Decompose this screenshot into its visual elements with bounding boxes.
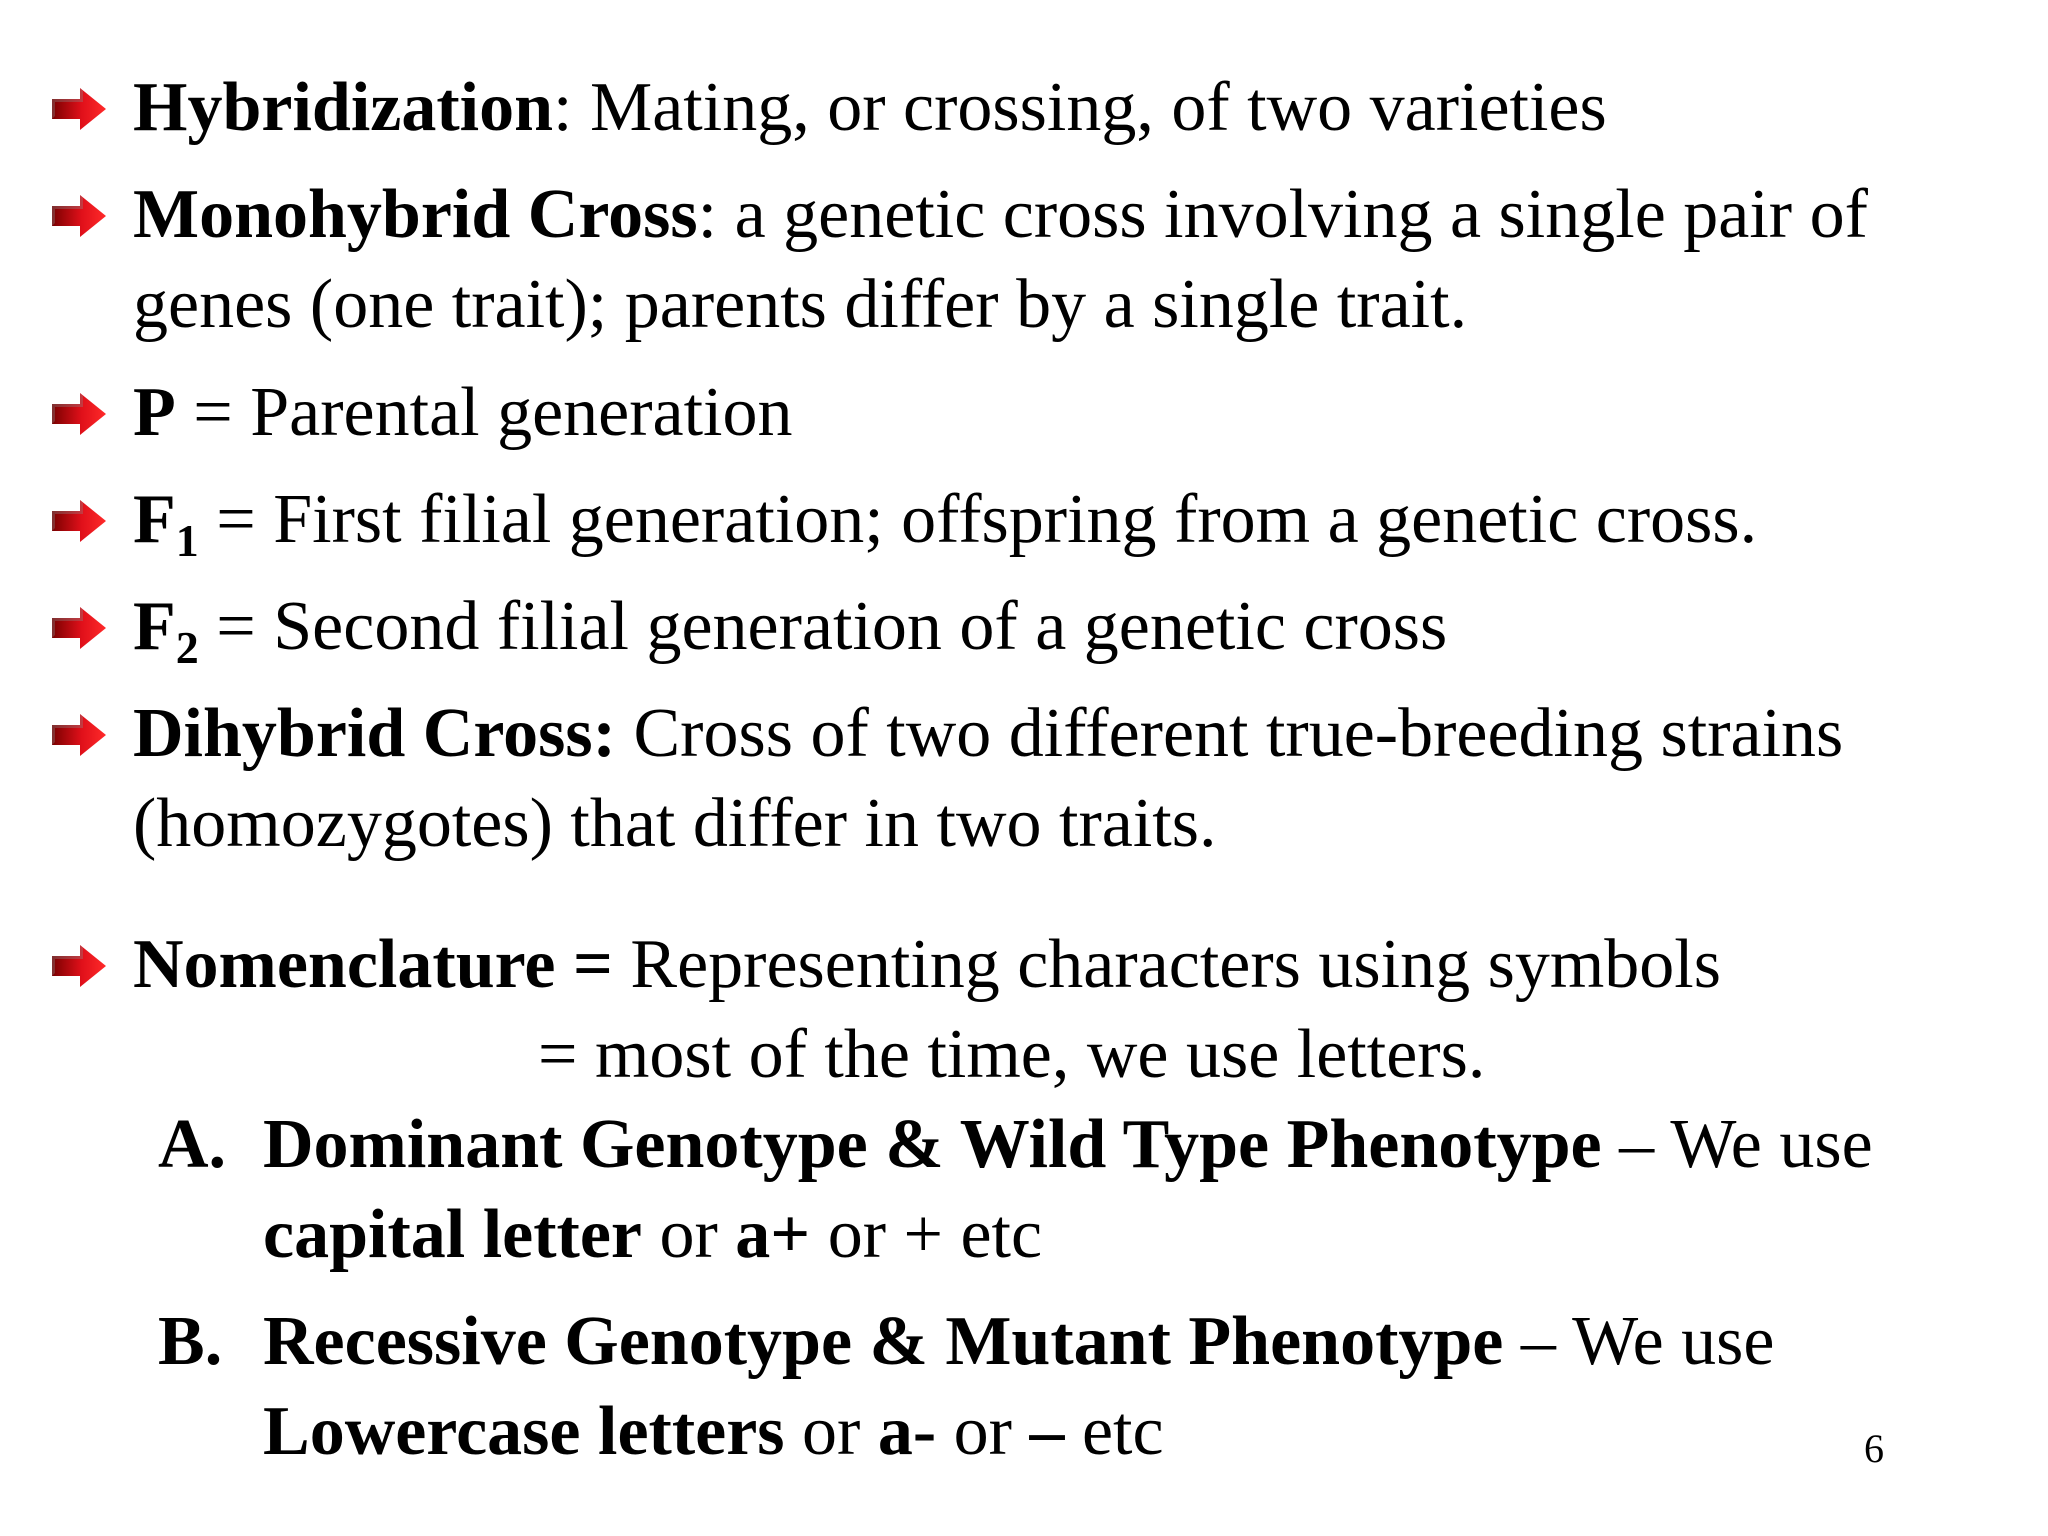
subitem-text-line2 [263,1387,1164,1477]
red-arrow-icon [52,88,106,130]
red-arrow-icon [52,945,106,987]
bullet-text [133,920,1721,1010]
subitem-text-line2 [263,1190,1042,1280]
text-run: or [936,1393,1030,1470]
bullet-text-line2: genes (one trait); parents differ by a single trait. [133,266,1468,343]
definition: : a genetic cross involving a single pair of [697,176,1868,253]
bullet-text [133,368,793,458]
definition: – We use [1601,1106,1873,1183]
bold-phrase: a- [877,1393,937,1470]
red-arrow-icon [52,714,106,756]
subitem-letter: B. [158,1303,223,1380]
bullet-text [133,689,1843,779]
term: Monohybrid Cross [133,176,698,253]
subitem-text [263,1297,1774,1387]
page-number: 6 [1864,1426,1884,1471]
text-run: etc [1064,1393,1164,1470]
definition: = First filial generation; offspring from a genetic cross. [198,481,1758,558]
term: F [133,588,176,665]
definition: : Mating, or crossing, of two varieties [553,69,1607,146]
term: Recessive Genotype & Mutant Phenotype [263,1303,1504,1380]
subitem-letter: A. [158,1106,227,1183]
term: Dominant Genotype & Wild Type Phenotype [263,1106,1602,1183]
subscript: 1 [175,515,199,566]
term: Hybridization [133,69,554,146]
bold-phrase: – [1029,1393,1065,1470]
subscript: 2 [175,622,199,673]
bullet-text [133,582,1447,672]
term: Nomenclature = [133,926,613,1003]
bullet-text [133,63,1607,153]
subitem-text [263,1100,1873,1190]
definition: Representing characters using symbols [612,926,1721,1003]
bullet-text [133,170,1868,260]
text-run: or [784,1393,878,1470]
bullet-text-line2: (homozygotes) that differ in two traits. [133,785,1217,862]
red-arrow-icon [52,500,106,542]
term: Dihybrid Cross: [133,695,616,772]
bold-phrase: a+ [735,1196,811,1273]
term: P [133,374,176,451]
red-arrow-icon [52,195,106,237]
definition: Cross of two different true-breeding strains [615,695,1844,772]
definition: – We use [1503,1303,1775,1380]
bullet-text-line2: = most of the time, we use letters. [538,1016,1486,1093]
red-arrow-icon [52,393,106,435]
definition: = Second filial generation of a genetic cross [198,588,1448,665]
bullet-text [133,475,1757,565]
term: F [133,481,176,558]
red-arrow-icon [52,607,106,649]
text-run: or + etc [810,1196,1043,1273]
bold-phrase: Lowercase letters [263,1393,785,1470]
text-run: or [641,1196,736,1273]
definition: = Parental generation [175,374,793,451]
bold-phrase: capital letter [263,1196,642,1273]
